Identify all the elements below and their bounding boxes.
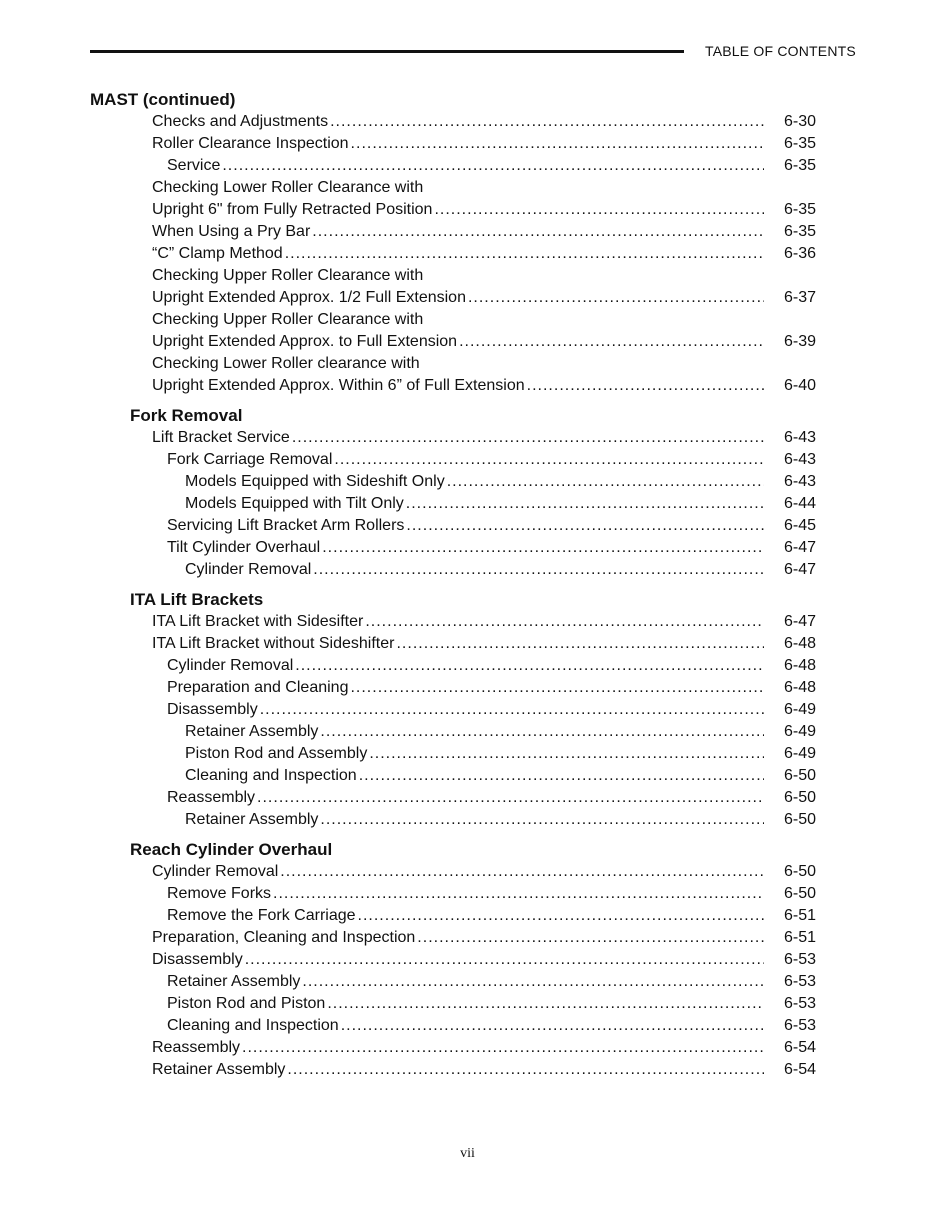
toc-entry-title: Remove the Fork Carriage <box>167 907 356 924</box>
toc-entry-page: 6-43 <box>783 451 816 468</box>
toc-entry-leader <box>152 287 764 309</box>
toc-entry-leader <box>152 611 764 633</box>
dot-leader <box>406 515 764 537</box>
dot-leader <box>260 699 764 721</box>
toc-entry-leader <box>185 721 764 743</box>
dot-leader <box>245 949 764 971</box>
toc-entry[interactable] <box>0 537 935 559</box>
toc-entry-title: Fork Carriage Removal <box>167 451 333 468</box>
toc-entry[interactable] <box>0 721 935 743</box>
toc-entry-leader <box>152 949 764 971</box>
dot-leader <box>359 765 764 787</box>
toc-entry-page: 6-51 <box>783 907 816 924</box>
toc-entry[interactable] <box>0 971 935 993</box>
header-rule <box>90 50 684 53</box>
toc-entry-title: Service <box>167 157 221 174</box>
toc-entry[interactable] <box>0 493 935 515</box>
toc-entry-leader <box>167 1015 764 1037</box>
toc-entry[interactable] <box>0 949 935 971</box>
dot-leader <box>312 221 764 243</box>
dot-leader <box>320 721 764 743</box>
toc-entry-leader <box>167 449 764 471</box>
toc-entry-title: Preparation and Cleaning <box>167 679 349 696</box>
toc-entry[interactable] <box>0 861 935 883</box>
toc-section <box>0 589 935 831</box>
dot-leader <box>358 905 764 927</box>
toc-entry-page: 6-48 <box>783 679 816 696</box>
toc-entry-leader <box>152 861 764 883</box>
dot-leader <box>341 1015 764 1037</box>
dot-leader <box>447 471 764 493</box>
toc-entry[interactable] <box>0 1059 935 1081</box>
toc-entry-page: 6-50 <box>783 811 816 828</box>
toc-entry-title: Servicing Lift Bracket Arm Rollers <box>167 517 405 534</box>
dot-leader <box>350 677 764 699</box>
toc-entry[interactable] <box>0 309 935 331</box>
toc-entry-page: 6-35 <box>783 201 816 218</box>
toc-entry-title: Checking Lower Roller clearance with <box>152 355 420 372</box>
toc-entry[interactable] <box>0 515 935 537</box>
toc-entry-leader <box>167 155 764 177</box>
toc-entry[interactable] <box>0 221 935 243</box>
toc-entry-title: “C” Clamp Method <box>152 245 283 262</box>
toc-entry-leader <box>167 537 764 559</box>
toc-entry-page: 6-53 <box>783 973 816 990</box>
toc-entry-leader <box>167 699 764 721</box>
toc-entry-page: 6-48 <box>783 635 816 652</box>
toc-entry[interactable] <box>0 177 935 199</box>
toc-entry-page: 6-50 <box>783 789 816 806</box>
toc-entry-title: Reassembly <box>152 1039 241 1056</box>
toc-entry[interactable] <box>0 449 935 471</box>
toc-entry-page: 6-53 <box>783 951 816 968</box>
toc-entry-leader <box>152 221 764 243</box>
toc-entry-leader <box>152 177 425 199</box>
dot-leader <box>417 927 764 949</box>
toc-entry-title: Retainer Assembly <box>185 811 319 828</box>
dot-leader <box>242 1037 764 1059</box>
dot-leader <box>287 1059 764 1081</box>
toc-entry[interactable] <box>0 1015 935 1037</box>
section-heading: Fork Removal <box>130 406 243 425</box>
toc-entry-leader <box>152 309 425 331</box>
dot-leader <box>459 331 764 353</box>
toc-entry[interactable] <box>0 353 935 375</box>
toc-entry-leader <box>167 905 764 927</box>
toc-entry-leader <box>152 243 764 265</box>
section-heading: ITA Lift Brackets <box>130 590 264 609</box>
toc-entry-title: Lift Bracket Service <box>152 429 290 446</box>
toc-entry-page: 6-49 <box>783 745 816 762</box>
toc-entry-title: Cylinder Removal <box>185 561 312 578</box>
toc-entry-title: Piston Rod and Piston <box>167 995 326 1012</box>
toc-entry-page: 6-47 <box>783 613 816 630</box>
toc-entry[interactable] <box>0 199 935 221</box>
toc-entry-leader <box>152 353 422 375</box>
toc-entry-page: 6-49 <box>783 723 816 740</box>
toc-entry[interactable] <box>0 611 935 633</box>
dot-leader <box>292 427 764 449</box>
toc-entry-leader <box>167 515 764 537</box>
toc-entry-page: 6-35 <box>783 223 816 240</box>
toc-entry-title: Upright Extended Approx. 1/2 Full Extension <box>152 289 466 306</box>
dot-leader <box>334 449 764 471</box>
toc-entry-leader <box>152 375 764 397</box>
toc-entry-title: Disassembly <box>152 951 243 968</box>
toc-entry[interactable] <box>0 1037 935 1059</box>
toc-section <box>0 839 935 1081</box>
toc-section <box>0 89 935 397</box>
page-header-title: TABLE OF CONTENTS <box>705 43 856 59</box>
toc-entry-page: 6-50 <box>783 863 816 880</box>
toc-entry[interactable] <box>0 331 935 353</box>
toc-entry[interactable] <box>0 375 935 397</box>
toc-entry-page: 6-35 <box>783 135 816 152</box>
toc-entry-leader <box>167 883 764 905</box>
toc-entry-leader <box>185 809 764 831</box>
toc-entry-page: 6-45 <box>783 517 816 534</box>
toc-entry-title: Upright Extended Approx. to Full Extension <box>152 333 458 350</box>
toc-entry[interactable] <box>0 699 935 721</box>
toc-entry[interactable] <box>0 287 935 309</box>
toc-entry[interactable] <box>0 677 935 699</box>
toc-entry-leader <box>152 331 764 353</box>
toc-entry-leader <box>152 133 764 155</box>
toc-entry-page: 6-35 <box>783 157 816 174</box>
toc-entry-page: 6-54 <box>783 1039 816 1056</box>
toc-entry-page: 6-47 <box>783 561 816 578</box>
toc-entry-title: Reassembly <box>167 789 256 806</box>
toc-entry-leader <box>152 265 425 287</box>
dot-leader <box>351 133 764 155</box>
toc-entry-page: 6-48 <box>783 657 816 674</box>
toc-entry-leader <box>185 493 764 515</box>
toc-entry[interactable] <box>0 883 935 905</box>
toc-entry-leader <box>167 787 764 809</box>
toc-entry-title: Cleaning and Inspection <box>185 767 357 784</box>
dot-leader <box>434 199 764 221</box>
toc-entry-leader <box>167 677 764 699</box>
toc-entry-title: ITA Lift Bracket with Sidesifter <box>152 613 364 630</box>
toc-entry-leader <box>185 765 764 787</box>
toc-entry-title: Preparation, Cleaning and Inspection <box>152 929 416 946</box>
dot-leader <box>406 493 764 515</box>
toc-entry[interactable] <box>0 111 935 133</box>
toc-entry-leader <box>185 559 764 581</box>
dot-leader <box>280 861 764 883</box>
toc-entry-title: Checking Lower Roller Clearance with <box>152 179 424 196</box>
toc-entry[interactable] <box>0 265 935 287</box>
toc-entry-title: Checking Upper Roller Clearance with <box>152 267 424 284</box>
toc-entry-leader <box>152 427 764 449</box>
toc-entry-leader <box>152 111 764 133</box>
toc-entry-leader <box>185 471 764 493</box>
toc-entry-title: Tilt Cylinder Overhaul <box>167 539 321 556</box>
toc-entry-title: Cleaning and Inspection <box>167 1017 339 1034</box>
toc-entry-page: 6-40 <box>783 377 816 394</box>
toc-entry-page: 6-51 <box>783 929 816 946</box>
toc-entry-leader <box>167 655 764 677</box>
dot-leader <box>257 787 764 809</box>
toc-entry-title: Cylinder Removal <box>167 657 294 674</box>
toc-entry[interactable] <box>0 743 935 765</box>
toc-entry-title: Models Equipped with Tilt Only <box>185 495 404 512</box>
toc-entry[interactable] <box>0 809 935 831</box>
toc-entry-leader <box>167 993 764 1015</box>
toc-entry-title: Retainer Assembly <box>167 973 301 990</box>
toc-entry-title: Remove Forks <box>167 885 272 902</box>
dot-leader <box>222 155 764 177</box>
dot-leader <box>527 375 764 397</box>
dot-leader <box>327 993 764 1015</box>
toc-entry-page: 6-30 <box>783 113 816 130</box>
toc-entry-page: 6-54 <box>783 1061 816 1078</box>
dot-leader <box>273 883 764 905</box>
toc-entry-page: 6-43 <box>783 473 816 490</box>
toc-entry-page: 6-44 <box>783 495 816 512</box>
toc-entry-page: 6-37 <box>783 289 816 306</box>
toc-entry[interactable] <box>0 787 935 809</box>
toc-entry-leader <box>185 743 764 765</box>
toc-entry[interactable] <box>0 559 935 581</box>
toc-entry[interactable] <box>0 155 935 177</box>
dot-leader <box>369 743 764 765</box>
toc-entry[interactable] <box>0 633 935 655</box>
toc-entry[interactable] <box>0 765 935 787</box>
toc-entry-leader <box>152 1059 764 1081</box>
toc-entry[interactable] <box>0 427 935 449</box>
toc-entry-title: Upright Extended Approx. Within 6” of Full Extension <box>152 377 525 394</box>
dot-leader <box>468 287 764 309</box>
toc-entry-page: 6-39 <box>783 333 816 350</box>
toc-entry-title: Roller Clearance Inspection <box>152 135 349 152</box>
toc-entry-page: 6-50 <box>783 767 816 784</box>
toc-entry[interactable] <box>0 243 935 265</box>
toc-entry-leader <box>167 971 764 993</box>
page-number: vii <box>460 1146 475 1161</box>
toc-entry-title: Retainer Assembly <box>185 723 319 740</box>
dot-leader <box>322 537 764 559</box>
toc-entry-leader <box>152 1037 764 1059</box>
toc-entry-page: 6-49 <box>783 701 816 718</box>
section-heading: MAST (continued) <box>90 90 236 109</box>
toc-entry-title: Retainer Assembly <box>152 1061 286 1078</box>
toc-entry[interactable] <box>0 471 935 493</box>
dot-leader <box>313 559 764 581</box>
toc-entry-title: Models Equipped with Sideshift Only <box>185 473 445 490</box>
toc-entry-leader <box>152 927 764 949</box>
dot-leader <box>396 633 764 655</box>
toc-entry-title: Checks and Adjustments <box>152 113 329 130</box>
toc-section <box>0 405 935 581</box>
toc-entry[interactable] <box>0 927 935 949</box>
toc-entry-page: 6-47 <box>783 539 816 556</box>
toc-entry-page: 6-50 <box>783 885 816 902</box>
section-heading: Reach Cylinder Overhaul <box>130 840 333 859</box>
toc-entry[interactable] <box>0 993 935 1015</box>
toc-entry-page: 6-53 <box>783 1017 816 1034</box>
toc-entry-title: ITA Lift Bracket without Sideshifter <box>152 635 395 652</box>
toc-entry-page: 6-43 <box>783 429 816 446</box>
dot-leader <box>302 971 764 993</box>
toc-entry-leader <box>152 199 764 221</box>
dot-leader <box>365 611 764 633</box>
toc-entry-title: Upright 6" from Fully Retracted Position <box>152 201 433 218</box>
table-of-contents <box>0 89 935 1081</box>
toc-entry[interactable] <box>0 133 935 155</box>
toc-entry[interactable] <box>0 655 935 677</box>
toc-entry-title: Checking Upper Roller Clearance with <box>152 311 424 328</box>
toc-entry-title: Cylinder Removal <box>152 863 279 880</box>
toc-entry-title: Disassembly <box>167 701 258 718</box>
toc-entry-title: Piston Rod and Assembly <box>185 745 368 762</box>
dot-leader <box>285 243 764 265</box>
toc-entry-page: 6-53 <box>783 995 816 1012</box>
toc-entry-title: When Using a Pry Bar <box>152 223 311 240</box>
dot-leader <box>330 111 764 133</box>
dot-leader <box>295 655 764 677</box>
dot-leader <box>320 809 764 831</box>
toc-entry[interactable] <box>0 905 935 927</box>
toc-entry-leader <box>152 633 764 655</box>
toc-entry-page: 6-36 <box>783 245 816 262</box>
